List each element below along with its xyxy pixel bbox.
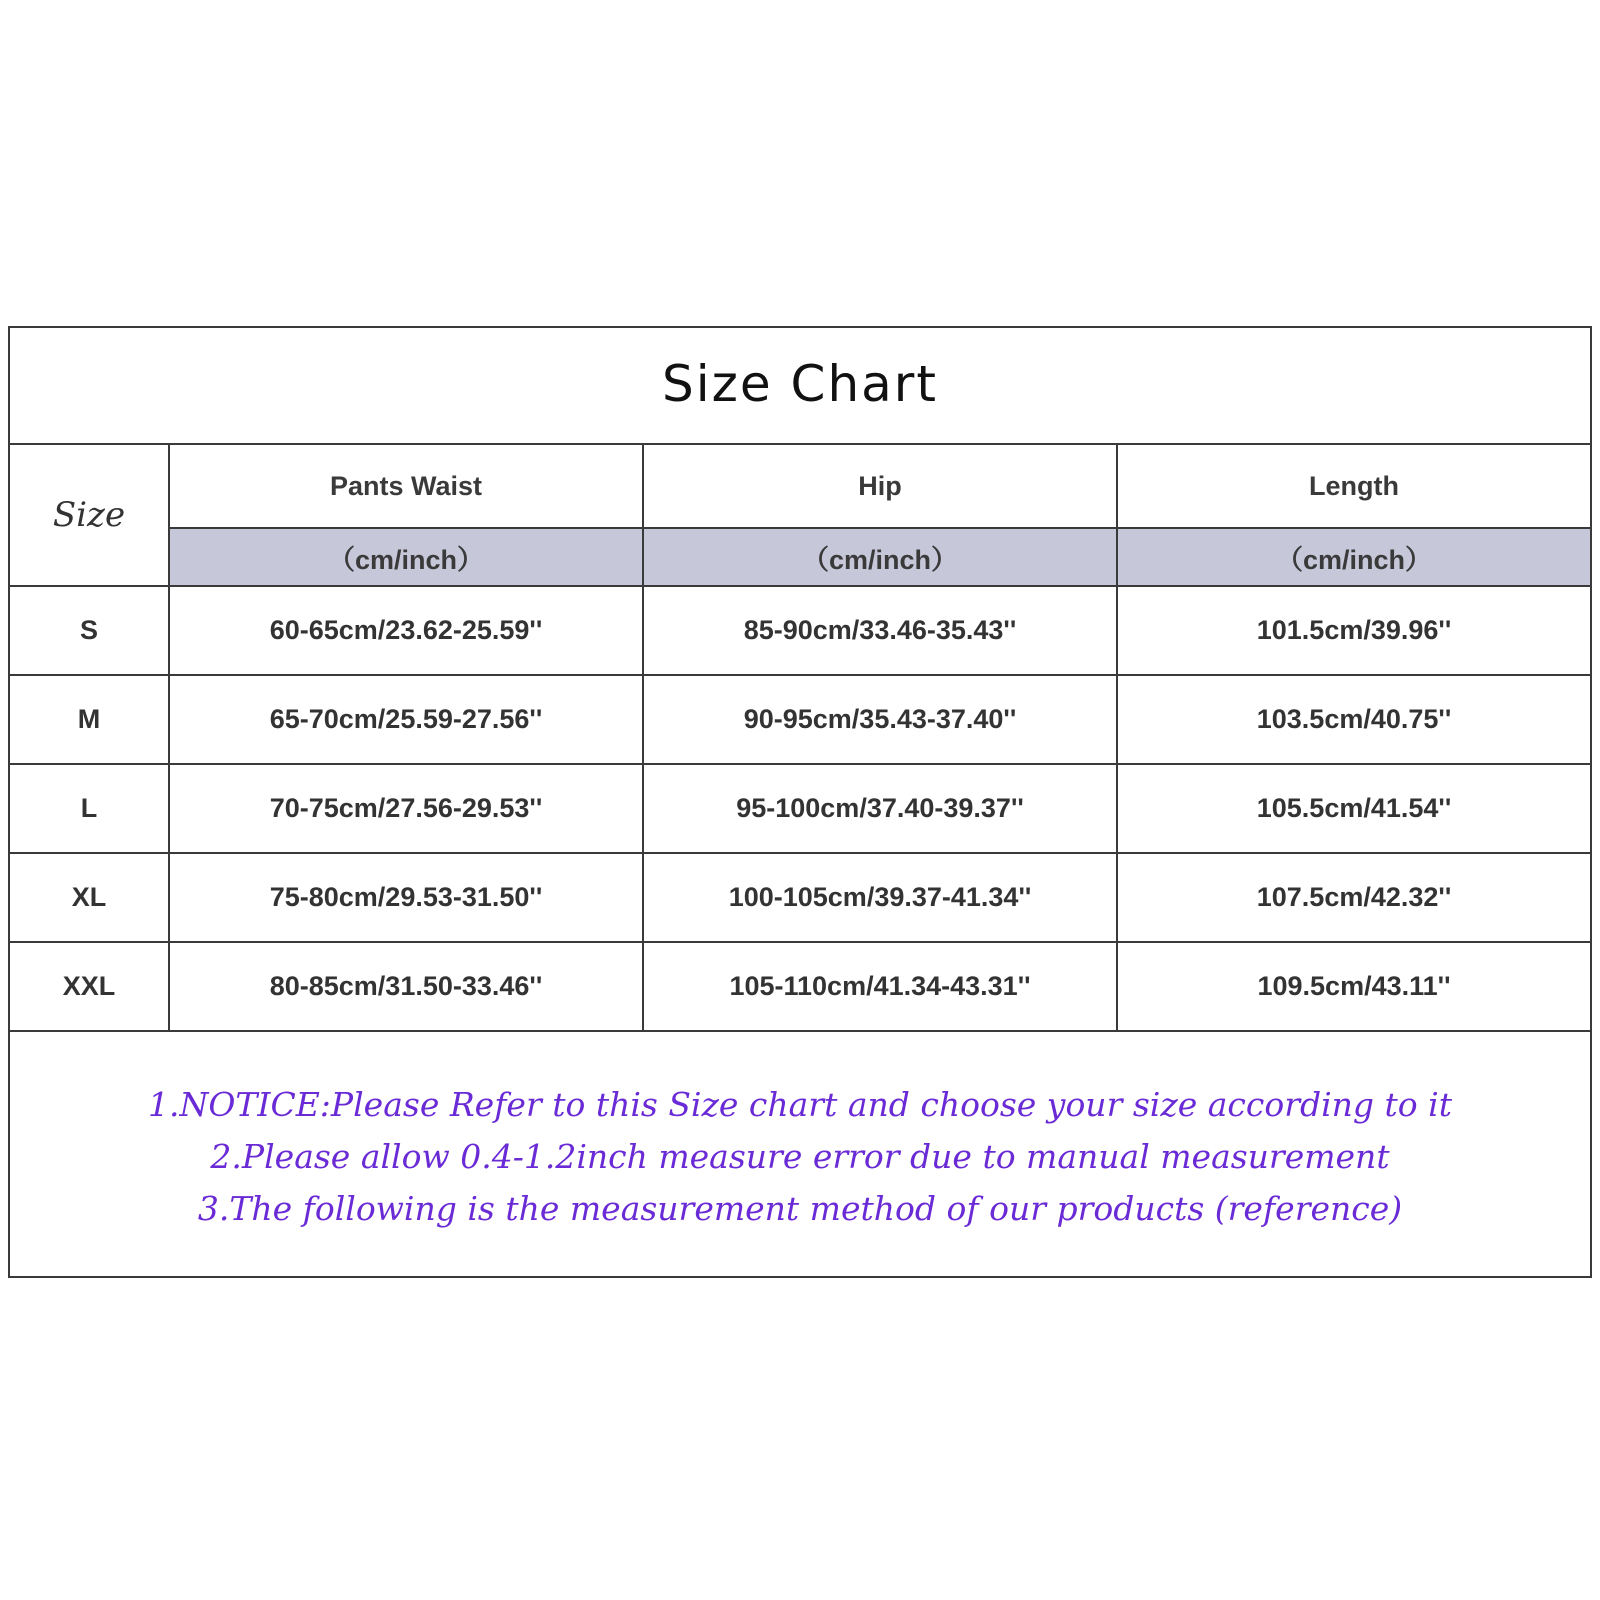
unit-row (10, 528, 1590, 586)
unit-hip: （cm/inch） (643, 528, 1117, 586)
table-row (10, 586, 1590, 675)
hip-cell: 85-90cm/33.46-35.43'' (643, 586, 1117, 675)
note-line-error-allowance: 2.Please allow 0.4-1.2inch measure error due to manual measurement (210, 1136, 1390, 1176)
hip-cell: 105-110cm/41.34-43.31'' (643, 942, 1117, 1031)
size-cell: L (10, 764, 169, 853)
column-header-hip: Hip (643, 445, 1117, 528)
column-header-length: Length (1117, 445, 1590, 528)
note-line-measurement-method: 3.The following is the measurement method of our products (reference) (197, 1188, 1403, 1228)
size-cell: XXL (10, 942, 169, 1031)
hip-cell: 100-105cm/39.37-41.34'' (643, 853, 1117, 942)
length-cell: 101.5cm/39.96'' (1117, 586, 1590, 675)
pants-waist-cell: 80-85cm/31.50-33.46'' (169, 942, 643, 1031)
chart-title: Size Chart (662, 354, 938, 413)
table-row (10, 675, 1590, 764)
size-cell: S (10, 586, 169, 675)
pants-waist-cell: 70-75cm/27.56-29.53'' (169, 764, 643, 853)
note-line-notice: 1.NOTICE:Please Refer to this Size chart and choose your size according to it (148, 1084, 1452, 1124)
size-chart-card (8, 326, 1592, 1278)
unit-length: （cm/inch） (1117, 528, 1590, 586)
unit-pants-waist: （cm/inch） (169, 528, 643, 586)
size-cell: XL (10, 853, 169, 942)
table-row (10, 942, 1590, 1031)
length-cell: 109.5cm/43.11'' (1117, 942, 1590, 1031)
length-cell: 107.5cm/42.32'' (1117, 853, 1590, 942)
pants-waist-cell: 75-80cm/29.53-31.50'' (169, 853, 643, 942)
pants-waist-cell: 60-65cm/23.62-25.59'' (169, 586, 643, 675)
title-row (10, 328, 1590, 445)
hip-cell: 95-100cm/37.40-39.37'' (643, 764, 1117, 853)
length-cell: 105.5cm/41.54'' (1117, 764, 1590, 853)
pants-waist-cell: 65-70cm/25.59-27.56'' (169, 675, 643, 764)
table-row (10, 764, 1590, 853)
notes-section (10, 1037, 1590, 1276)
size-cell: M (10, 675, 169, 764)
size-table (10, 445, 1590, 1032)
size-column-header: Size (10, 445, 169, 586)
length-cell: 103.5cm/40.75'' (1117, 675, 1590, 764)
header-row (10, 445, 1590, 528)
hip-cell: 90-95cm/35.43-37.40'' (643, 675, 1117, 764)
table-row (10, 853, 1590, 942)
column-header-pants-waist: Pants Waist (169, 445, 643, 528)
